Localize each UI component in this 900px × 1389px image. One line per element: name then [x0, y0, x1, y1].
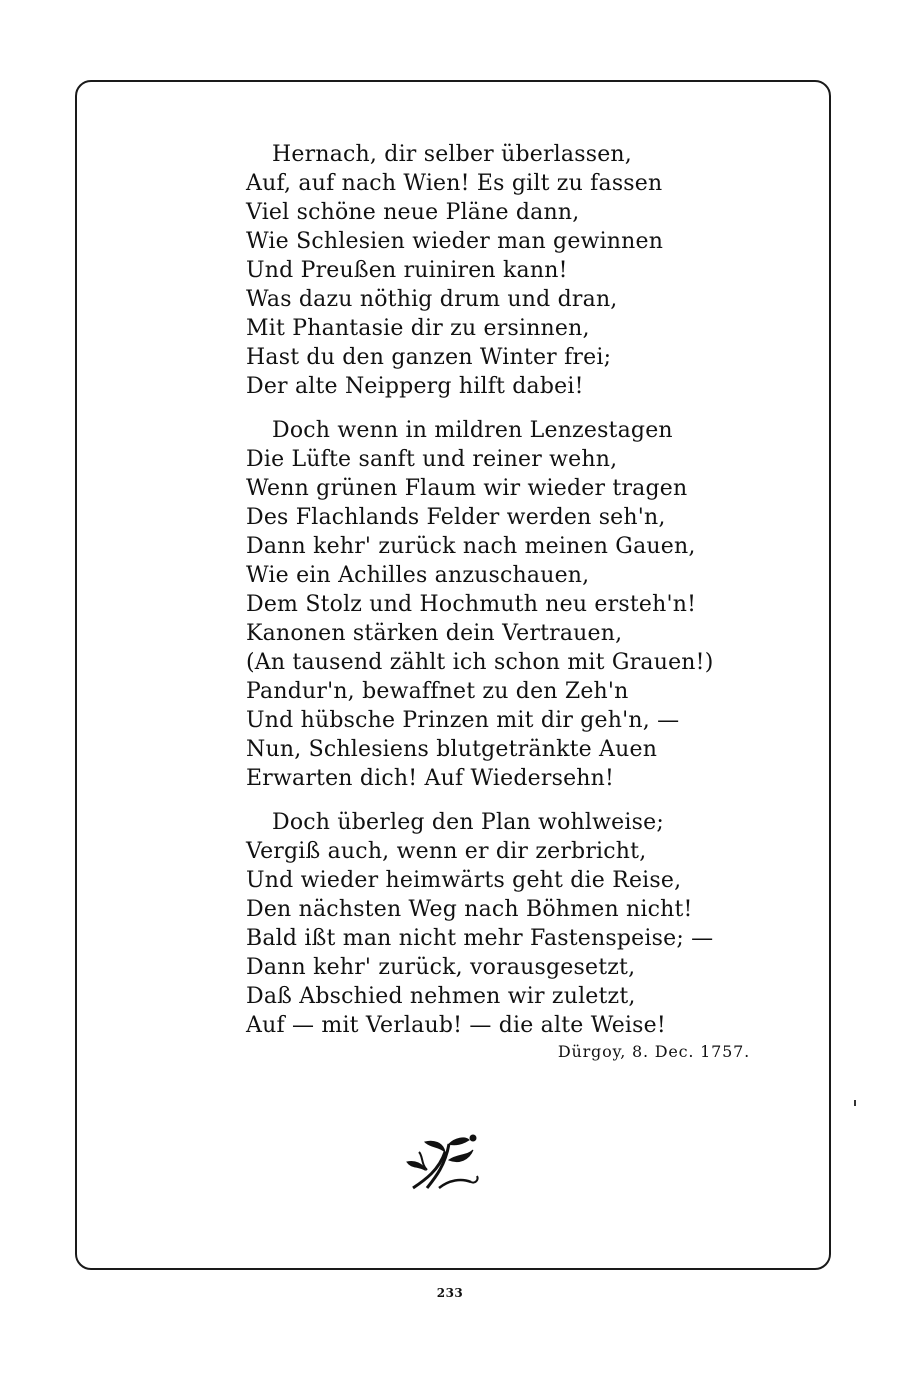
stanza-2	[246, 416, 766, 793]
page-number: 233	[436, 1286, 464, 1300]
floral-vignette-icon	[405, 1130, 485, 1194]
poem-line: Und Preußen ruiniren kann!	[246, 258, 568, 283]
poem-line: Doch wenn in mildren Lenzestagen	[272, 418, 673, 443]
poem-line: Die Lüfte sanft und reiner wehn,	[246, 447, 618, 472]
poem-line: Auf — mit Verlaub! — die alte Weise!	[246, 1013, 666, 1038]
stanza-3	[246, 808, 766, 1040]
poem-line: Doch überleg den Plan wohlweise;	[272, 810, 664, 835]
poem-line: Dann kehr' zurück nach meinen Gauen,	[246, 534, 696, 559]
poem-line: Und hübsche Prinzen mit dir geh'n, —	[246, 708, 680, 733]
poem-line: Pandur'n, bewaffnet zu den Zeh'n	[246, 679, 629, 704]
poem-line: Vergiß auch, wenn er dir zerbricht,	[246, 839, 647, 864]
poem-line: Wenn grünen Flaum wir wieder tragen	[246, 476, 688, 501]
poem-line: Auf, auf nach Wien! Es gilt zu fassen	[246, 171, 663, 196]
poem-line: Den nächsten Weg nach Böhmen nicht!	[246, 897, 693, 922]
poem-line: (An tausend zählt ich schon mit Grauen!)	[246, 650, 714, 675]
poem-line: Wie Schlesien wieder man gewinnen	[246, 229, 664, 254]
poem-line: Erwarten dich! Auf Wiedersehn!	[246, 766, 615, 791]
poem-line: Nun, Schlesiens blutgetränkte Auen	[246, 737, 658, 762]
poem-line: Hast du den ganzen Winter frei;	[246, 345, 612, 370]
poem-line: Viel schöne neue Pläne dann,	[246, 200, 580, 225]
poem-line: Hernach, dir selber überlassen,	[272, 142, 632, 167]
poem-line: Des Flachlands Felder werden seh'n,	[246, 505, 666, 530]
poem-line: Dem Stolz und Hochmuth neu ersteh'n!	[246, 592, 697, 617]
poem-line: Kanonen stärken dein Vertrauen,	[246, 621, 623, 646]
poem-line: Was dazu nöthig drum und dran,	[246, 287, 618, 312]
poem-body	[246, 140, 766, 1055]
scan-speck	[854, 1100, 856, 1106]
stanza-1	[246, 140, 766, 401]
poem-line: Bald ißt man nicht mehr Fastenspeise; —	[246, 926, 714, 951]
poem-line: Der alte Neipperg hilft dabei!	[246, 374, 584, 399]
poem-line: Mit Phantasie dir zu ersinnen,	[246, 316, 590, 341]
poem-line: Wie ein Achilles anzuschauen,	[246, 563, 590, 588]
dateline: Dürgoy, 8. Dec. 1757.	[557, 1042, 750, 1061]
poem-line: Daß Abschied nehmen wir zuletzt,	[246, 984, 636, 1009]
poem-line: Dann kehr' zurück, vorausgesetzt,	[246, 955, 636, 980]
poem-line: Und wieder heimwärts geht die Reise,	[246, 868, 682, 893]
